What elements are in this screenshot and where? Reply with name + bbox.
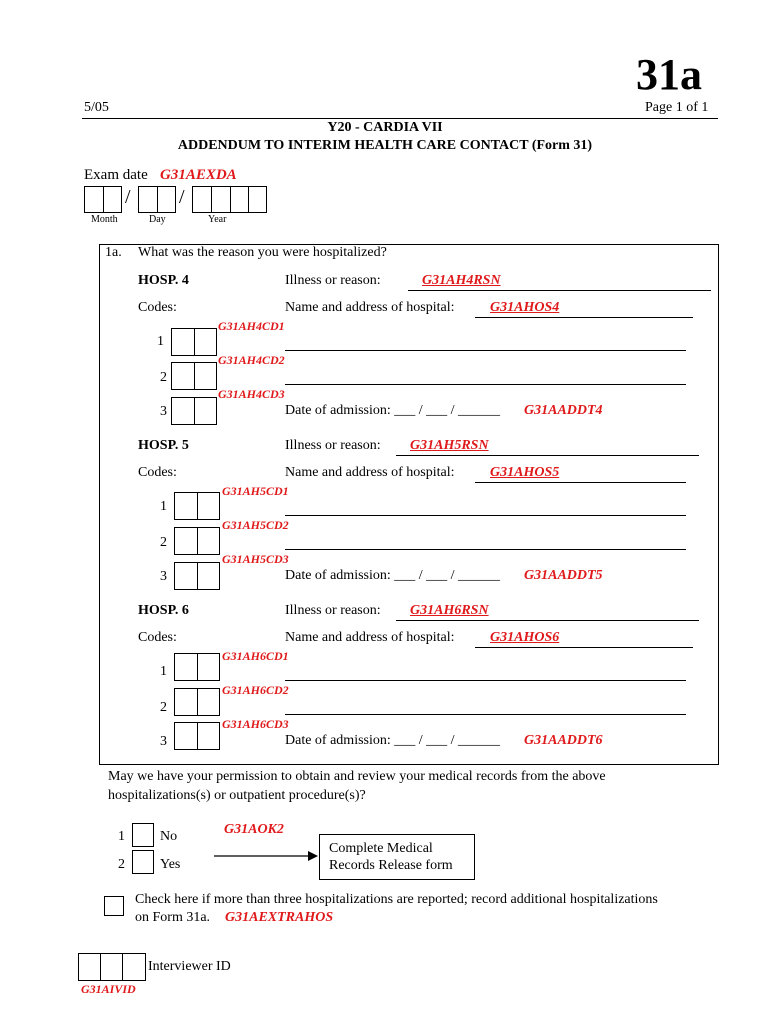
admission-date-code: G31AADDT4 [524,403,603,418]
hospital-name-label: Name and address of hospital: [285,630,455,645]
admission-date-code: G31AADDT5 [524,568,603,583]
code3-box[interactable] [174,562,220,590]
hospital-name-code: G31AHOS6 [490,630,560,645]
illness-line[interactable] [396,455,699,456]
extra-hosp-line2-prefix: on Form 31a. [135,910,211,925]
interviewer-id-label: Interviewer ID [148,959,231,974]
code1-box[interactable] [174,653,220,681]
code3-box[interactable] [174,722,220,750]
extra-hosp-line1: Check here if more than three hospitalizations are reported; record additional hospitalizations [135,892,658,907]
extra-hosp-checkbox[interactable] [104,896,124,916]
illness-code: G31AH5RSN [410,438,489,453]
address-line-1[interactable] [285,350,686,351]
header-rule [82,118,718,119]
code1-box[interactable] [171,328,217,356]
permission-code: G31AOK2 [224,822,284,837]
option-no-label: No [160,829,178,844]
code2-label: G31AH6CD2 [222,683,289,697]
study-title: Y20 - CARDIA VII [327,120,443,135]
address-line-2[interactable] [285,549,686,550]
code3-label: G31AH4CD3 [218,387,285,401]
code1-box[interactable] [174,492,220,520]
arrow-right-icon [214,849,320,863]
release-form-line2: Records Release form [329,858,453,873]
codes-label: Codes: [138,630,177,645]
exam-month-box[interactable] [84,186,122,213]
hospital-name-code: G31AHOS4 [490,300,560,315]
code2-box[interactable] [174,527,220,555]
illness-label: Illness or reason: [285,438,381,453]
code1-number: 1 [157,334,164,349]
option-yes-number: 2 [118,857,125,872]
code1-number: 1 [160,499,167,514]
code2-label: G31AH5CD2 [222,518,289,532]
question-number: 1a. [105,245,122,260]
page-number: Page 1 of 1 [645,100,709,115]
option-yes-checkbox[interactable] [132,850,154,874]
form-date: 5/05 [84,100,109,115]
code3-label: G31AH6CD3 [222,717,289,731]
question-text: What was the reason you were hospitalized? [138,245,387,260]
form-title: ADDENDUM TO INTERIM HEALTH CARE CONTACT (Form 31) [177,138,593,153]
exam-date-label: Exam date [84,167,148,183]
address-line-1[interactable] [285,515,686,516]
code1-label: G31AH5CD1 [222,484,289,498]
option-no-checkbox[interactable] [132,823,154,847]
admission-date-label: Date of admission: ___ / ___ / ______ [285,568,501,583]
admission-date-label: Date of admission: ___ / ___ / ______ [285,733,501,748]
code1-label: G31AH6CD1 [222,649,289,663]
exam-day-box[interactable] [138,186,176,213]
code2-number: 2 [160,700,167,715]
hosp-title: HOSP. 6 [138,603,189,618]
code2-box[interactable] [171,362,217,390]
code3-number: 3 [160,569,167,584]
exam-year-box[interactable] [192,186,267,213]
hospital-name-label: Name and address of hospital: [285,300,455,315]
code2-number: 2 [160,370,167,385]
illness-line[interactable] [396,620,699,621]
code3-number: 3 [160,404,167,419]
hospital-name-line[interactable] [475,482,686,483]
day-caption: Day [149,214,166,225]
address-line-2[interactable] [285,384,686,385]
code2-label: G31AH4CD2 [218,353,285,367]
hosp-title: HOSP. 5 [138,438,189,453]
admission-date-code: G31AADDT6 [524,733,603,748]
form-number: 31a [636,50,702,99]
illness-label: Illness or reason: [285,273,381,288]
address-line-2[interactable] [285,714,686,715]
exam-date-code: G31AEXDA [160,167,237,183]
code1-label: G31AH4CD1 [218,319,285,333]
code2-box[interactable] [174,688,220,716]
exam-sep-2: / [179,186,185,208]
month-caption: Month [91,214,118,225]
code3-label: G31AH5CD3 [222,552,289,566]
hosp-title: HOSP. 4 [138,273,189,288]
address-line-1[interactable] [285,680,686,681]
illness-code: G31AH6RSN [410,603,489,618]
interviewer-id-box[interactable] [78,953,146,981]
admission-date-label: Date of admission: ___ / ___ / ______ [285,403,501,418]
hospital-name-code: G31AHOS5 [490,465,560,480]
hospital-name-line[interactable] [475,647,693,648]
interviewer-id-code: G31AIVID [81,982,136,996]
illness-line[interactable] [408,290,711,291]
permission-question-line1: May we have your permission to obtain and review your medical records from the above [108,769,606,784]
option-no-number: 1 [118,829,125,844]
extra-hosp-code: G31AEXTRAHOS [225,910,334,925]
hospital-name-line[interactable] [475,317,693,318]
code2-number: 2 [160,535,167,550]
option-yes-label: Yes [160,857,181,872]
permission-question-line2: hospitalizations(s) or outpatient procedure(s)? [108,788,366,803]
code3-number: 3 [160,734,167,749]
illness-label: Illness or reason: [285,603,381,618]
code1-number: 1 [160,664,167,679]
code3-box[interactable] [171,397,217,425]
codes-label: Codes: [138,465,177,480]
illness-code: G31AH4RSN [422,273,501,288]
release-form-line1: Complete Medical [329,841,433,856]
year-caption: Year [208,214,227,225]
hospital-name-label: Name and address of hospital: [285,465,455,480]
exam-sep-1: / [125,186,131,208]
codes-label: Codes: [138,300,177,315]
